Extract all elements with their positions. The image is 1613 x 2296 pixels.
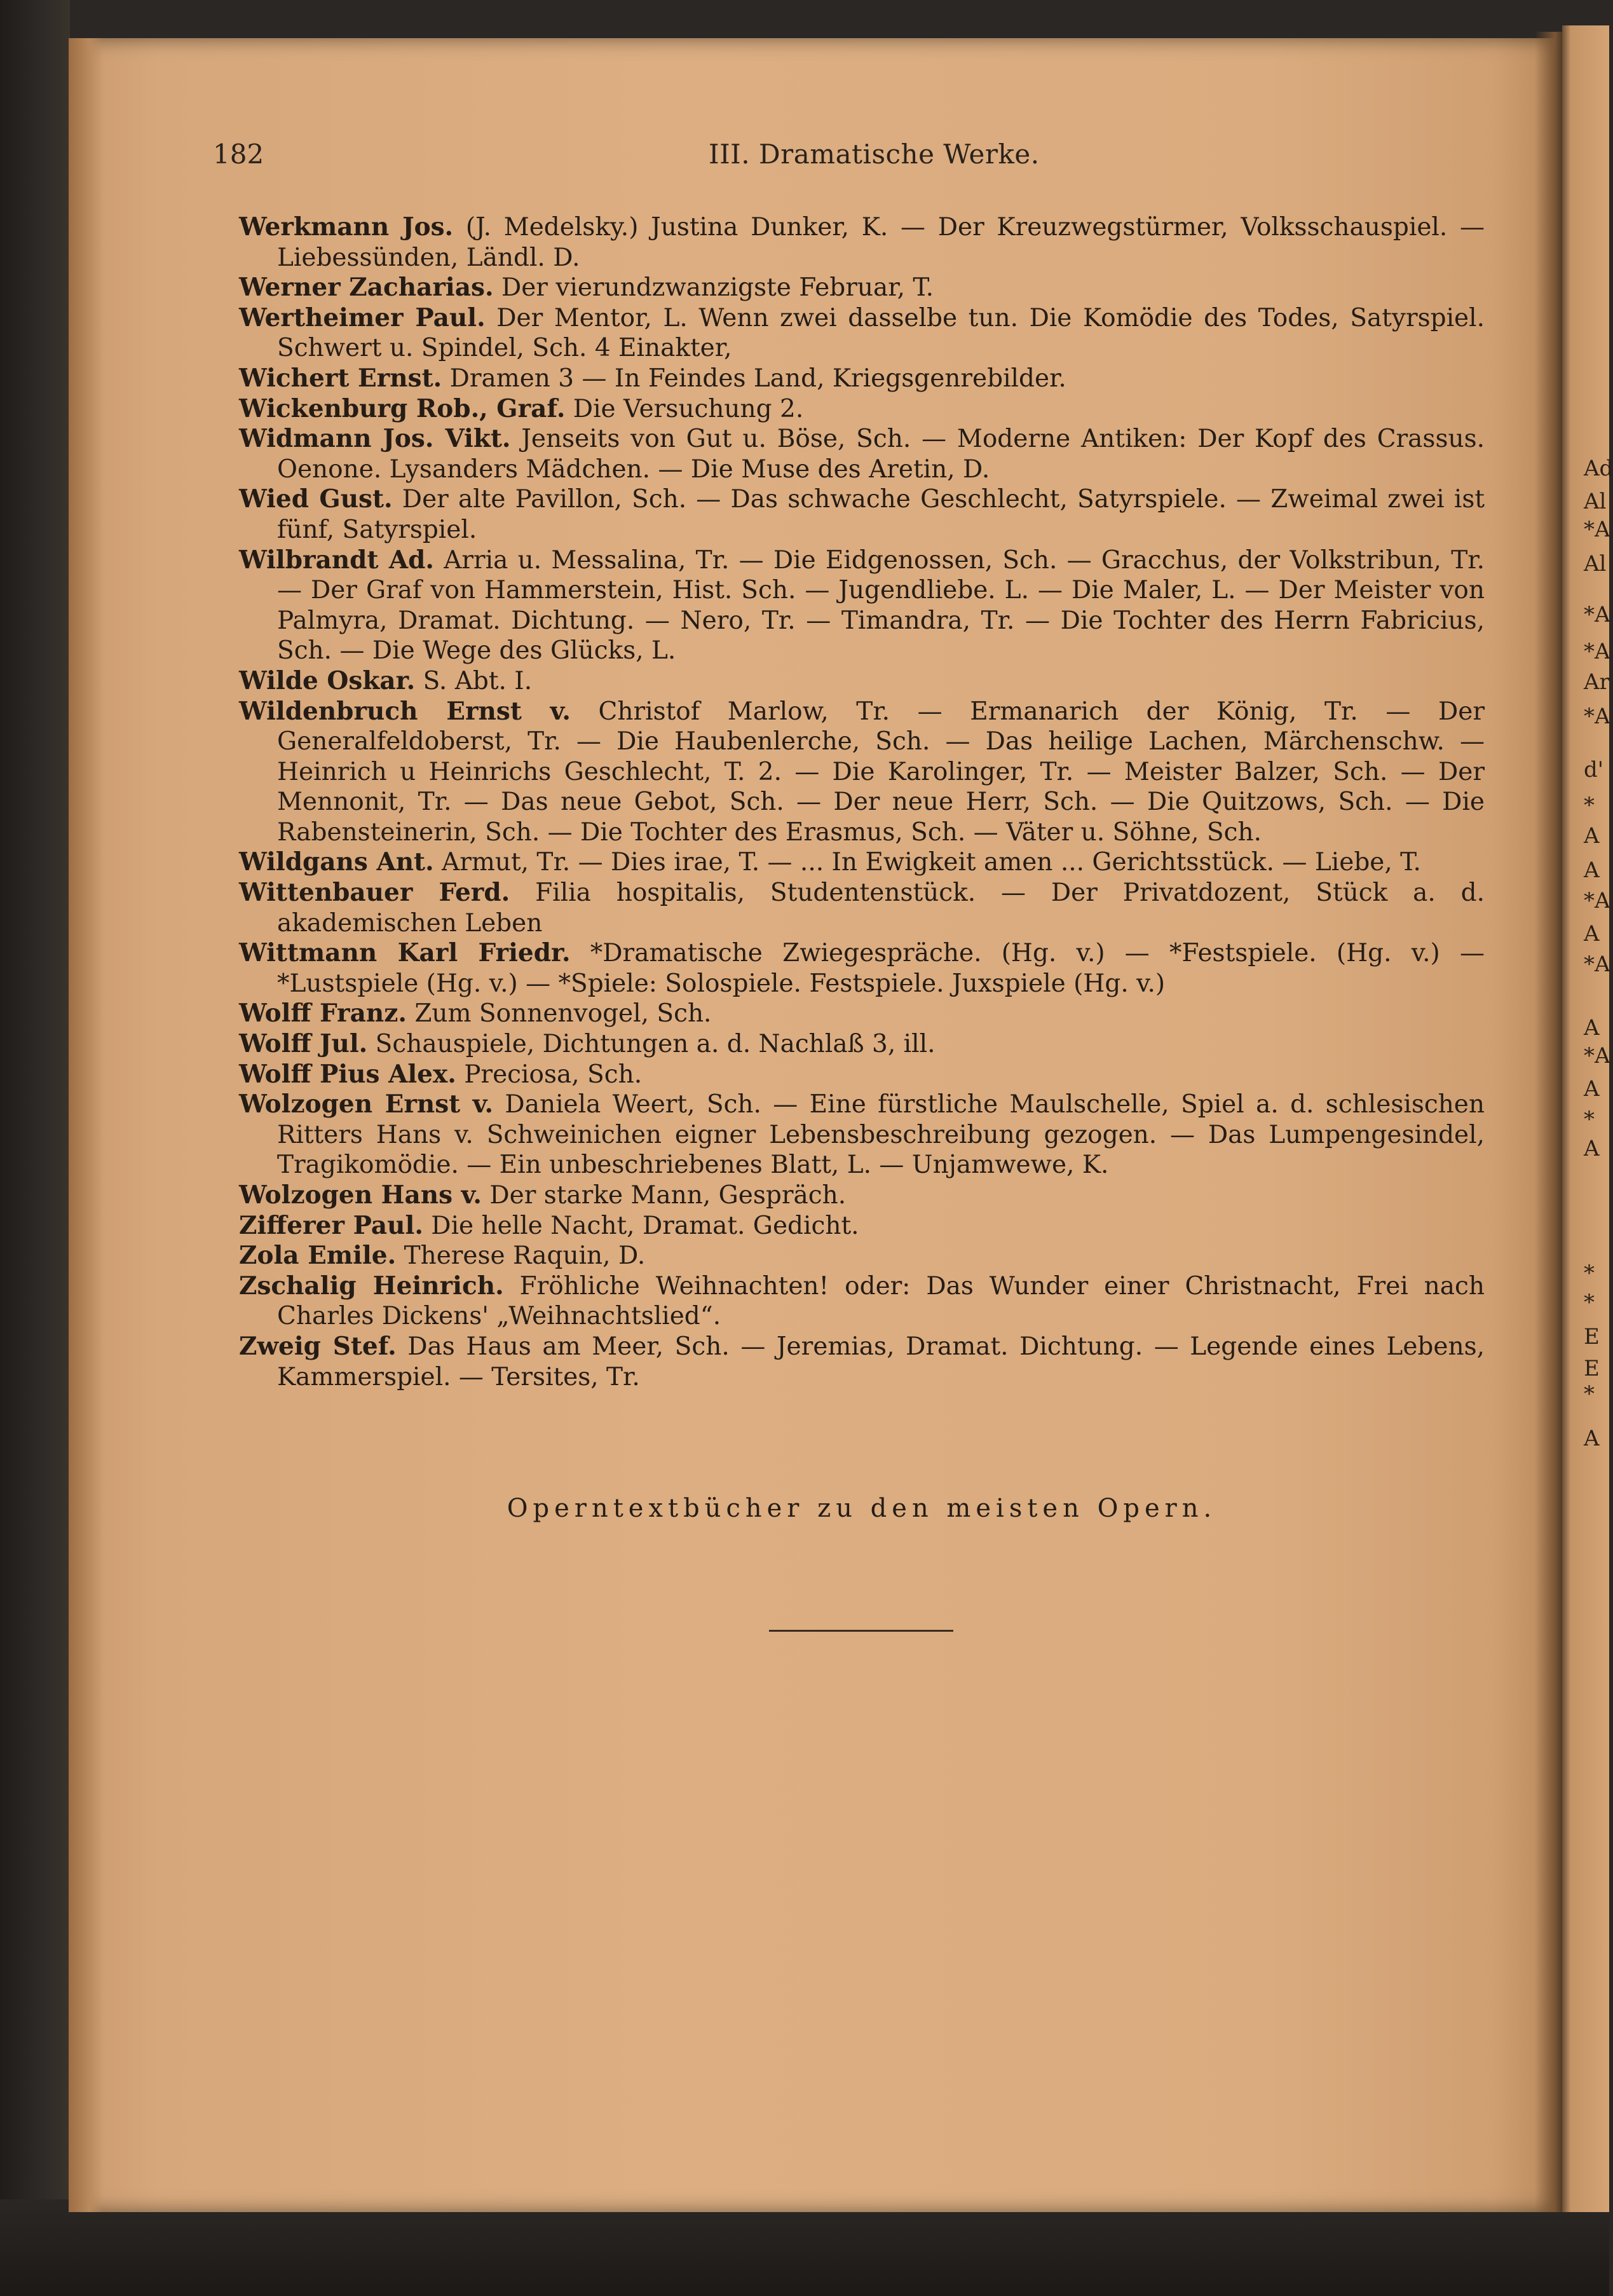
- entry: [239, 1332, 1485, 1392]
- next-page-fragment: Al: [1584, 551, 1607, 577]
- entry: [239, 1271, 1485, 1332]
- author-name: Zifferer Paul.: [239, 1210, 423, 1240]
- next-page-fragment: *A: [1584, 517, 1610, 542]
- author-name: Wilde Oskar.: [239, 666, 416, 695]
- page-edge: [69, 38, 104, 2212]
- entry: [239, 484, 1485, 545]
- next-page-fragment: *A: [1584, 704, 1610, 729]
- next-page-fragment: E: [1584, 1356, 1600, 1381]
- author-name: Wildenbruch Ernst v.: [239, 696, 571, 726]
- next-page-fragment: Ar: [1584, 669, 1610, 695]
- entry: [239, 1060, 1485, 1090]
- entry: [239, 666, 1485, 697]
- entry: [239, 394, 1485, 425]
- author-name: Zschalig Heinrich.: [239, 1271, 504, 1301]
- works-text: Filia hospitalis, Studentenstück. — Der Privatdozent, Stück a. d. akademischen Leben: [277, 878, 1485, 938]
- entry: [239, 545, 1485, 666]
- works-text: Der Mentor, L. Wenn zwei dasselbe tun. Die Komödie des Todes, Satyrspiel. Schwert u. Spindel, Sch. 4 Einakter,: [277, 303, 1485, 363]
- author-name: Widmann Jos. Vikt.: [239, 424, 511, 454]
- next-page-fragment: *A: [1584, 602, 1610, 627]
- author-name: Werner Zacharias.: [239, 273, 494, 303]
- works-text: Therese Raquin, D.: [396, 1241, 646, 1271]
- next-page-fragment: A: [1584, 921, 1600, 946]
- background-left: [0, 0, 70, 2296]
- background-bottom: [0, 2199, 1609, 2296]
- next-page-fragment: *: [1584, 1381, 1595, 1407]
- entry: [239, 878, 1485, 938]
- works-text: Fröhliche Weihnachten! oder: Das Wunder einer Christnacht, Frei nach Charles Dickens' „Weihnachtslied“.: [277, 1271, 1485, 1331]
- next-page-fragment: A: [1584, 1426, 1600, 1451]
- author-name: Wertheimer Paul.: [239, 303, 486, 332]
- author-name: Wolff Pius Alex.: [239, 1059, 456, 1089]
- works-text: Zum Sonnenvogel, Sch.: [406, 999, 712, 1028]
- next-page-fragment: d': [1584, 757, 1604, 782]
- works-text: Armut, Tr. — Dies irae, T. — ... In Ewigkeit amen ... Gerichtsstück. — Liebe, T.: [433, 848, 1421, 877]
- next-page-fragment: *A: [1584, 952, 1610, 977]
- footer-note: Operntextbücher zu den meisten Opern.: [507, 1494, 1217, 1523]
- page-number: 182: [213, 139, 264, 170]
- entry: [239, 1211, 1485, 1241]
- works-text: Preciosa, Sch.: [456, 1060, 643, 1089]
- entry: [239, 1180, 1485, 1211]
- author-name: Wolzogen Ernst v.: [239, 1090, 494, 1119]
- works-text: Der vierundzwanzigste Februar, T.: [493, 273, 934, 303]
- author-name: Zola Emile.: [239, 1241, 397, 1271]
- works-text: (J. Medelsky.) Justina Dunker, K. — Der Kreuzwegstürmer, Volksschauspiel. — Liebessünden, Ländl. D.: [277, 213, 1485, 272]
- entry: [239, 364, 1485, 394]
- works-text: Jenseits von Gut u. Böse, Sch. — Moderne Antiken: Der Kopf des Crassus. Oenone. Lysanders Mädchen. — Die Muse des Aretin, D.: [277, 425, 1485, 484]
- entry: [239, 1090, 1485, 1180]
- works-text: Der alte Pavillon, Sch. — Das schwache Geschlecht, Satyrspiele. — Zweimal zwei ist fünf, Satyrspiel.: [277, 485, 1485, 544]
- entry: [239, 938, 1485, 999]
- author-name: Werkmann Jos.: [239, 212, 454, 242]
- entry: [239, 999, 1485, 1029]
- works-text: Daniela Weert, Sch. — Eine fürstliche Maulschelle, Spiel a. d. schlesischen Ritters Hans v. Schweinichen eigner Lebensbeschreibung gezogen. — Das Lumpengesindel, Tragikomödie. — Ein unbeschriebenes Blatt, L. — Unjamwewe, K.: [277, 1090, 1485, 1180]
- author-name: Wied Gust.: [239, 484, 393, 514]
- running-header: [213, 139, 1484, 177]
- author-name: Zweig Stef.: [239, 1331, 397, 1361]
- next-page-fragment: *A: [1584, 888, 1610, 913]
- book-spine: [1535, 32, 1563, 2212]
- author-name: Wickenburg Rob., Graf.: [239, 393, 566, 423]
- next-page-fragment: E: [1584, 1324, 1600, 1350]
- next-page-fragment: A: [1584, 1136, 1600, 1161]
- works-text: S. Abt. I.: [415, 666, 533, 695]
- entry-list: [239, 212, 1485, 1392]
- next-page-fragment: A: [1584, 1076, 1600, 1102]
- entry: [239, 273, 1485, 303]
- works-text: Dramen 3 — In Feindes Land, Kriegsgenrebilder.: [442, 364, 1066, 393]
- works-text: Die helle Nacht, Dramat. Gedicht.: [423, 1211, 859, 1240]
- works-text: Christof Marlow, Tr. — Ermanarich der König, Tr. — Der Generalfeldoberst, Tr. — Die Haubenlerche, Sch. — Das heilige Lachen, Märchenschw. — Heinrich u Heinrichs Geschlecht, T. 2. — Die Karolinger, Tr. — Meister Balzer, Sch. — Der Mennonit, Tr. — Das neue Gebot, Sch. — Der neue Herr, Sch. — Die Quitzows, Sch. — Die Rabensteinerin, Sch. — Die Tochter des Erasmus, Sch. — Väter u. Söhne, Sch.: [277, 697, 1485, 847]
- author-name: Wildgans Ant.: [239, 847, 434, 877]
- author-name: Wolff Jul.: [239, 1029, 368, 1059]
- next-page-fragment: A: [1584, 858, 1600, 883]
- author-name: Wilbrandt Ad.: [239, 545, 434, 575]
- entry: [239, 424, 1485, 484]
- next-page-fragment: *: [1584, 1261, 1595, 1286]
- end-rule: [769, 1630, 953, 1632]
- works-text: Das Haus am Meer, Sch. — Jeremias, Dramat. Dichtung. — Legende eines Lebens, Kammerspiel. — Tersites, Tr.: [277, 1332, 1485, 1391]
- next-page-fragment: Al: [1584, 489, 1607, 514]
- next-page-fragment: *A: [1584, 639, 1610, 664]
- entry: [239, 847, 1485, 878]
- author-name: Wittenbauer Ferd.: [239, 878, 510, 908]
- next-page-fragment: *A: [1584, 1043, 1610, 1069]
- next-page-fragment: A: [1584, 1015, 1600, 1041]
- entry: [239, 1241, 1485, 1271]
- next-page-fragment: *: [1584, 1290, 1595, 1315]
- entry: [239, 303, 1485, 364]
- author-name: Wittmann Karl Friedr.: [239, 938, 571, 968]
- next-page-fragment: *: [1584, 1107, 1595, 1132]
- next-page-fragment: *: [1584, 793, 1595, 818]
- author-name: Wolff Franz.: [239, 999, 407, 1028]
- works-text: Arria u. Messalina, Tr. — Die Eidgenossen, Sch. — Gracchus, der Volkstribun, Tr. — Der Graf von Hammerstein, Hist. Sch. — Jugendliebe. L. — Die Maler, L. — Der Meister von Palmyra, Dramat. Dichtung. — Nero, Tr. — Timandra, Tr. — Die Tochter des Herrn Fabricius, Sch. — Die Wege des Glücks, L.: [277, 545, 1485, 666]
- works-text: Die Versuchung 2.: [565, 394, 804, 423]
- works-text: Schauspiele, Dichtungen a. d. Nachlaß 3, ill.: [367, 1030, 936, 1059]
- author-name: Wolzogen Hans v.: [239, 1180, 482, 1210]
- running-title: III. Dramatische Werke.: [709, 139, 1040, 170]
- entry: [239, 1029, 1485, 1060]
- entry: [239, 212, 1485, 273]
- author-name: Wichert Ernst.: [239, 363, 442, 393]
- next-page-fragment: Ad: [1584, 456, 1613, 481]
- works-text: Der starke Mann, Gespräch.: [481, 1181, 847, 1210]
- works-text: *Dramatische Zwiegespräche. (Hg. v.) — *Festspiele. (Hg. v.) — *Lustspiele (Hg. v.) — *Spiele: Solospiele. Festspiele. Juxspiele (Hg. v.): [277, 939, 1485, 998]
- entry: [239, 697, 1485, 848]
- next-page-fragment: A: [1584, 823, 1600, 849]
